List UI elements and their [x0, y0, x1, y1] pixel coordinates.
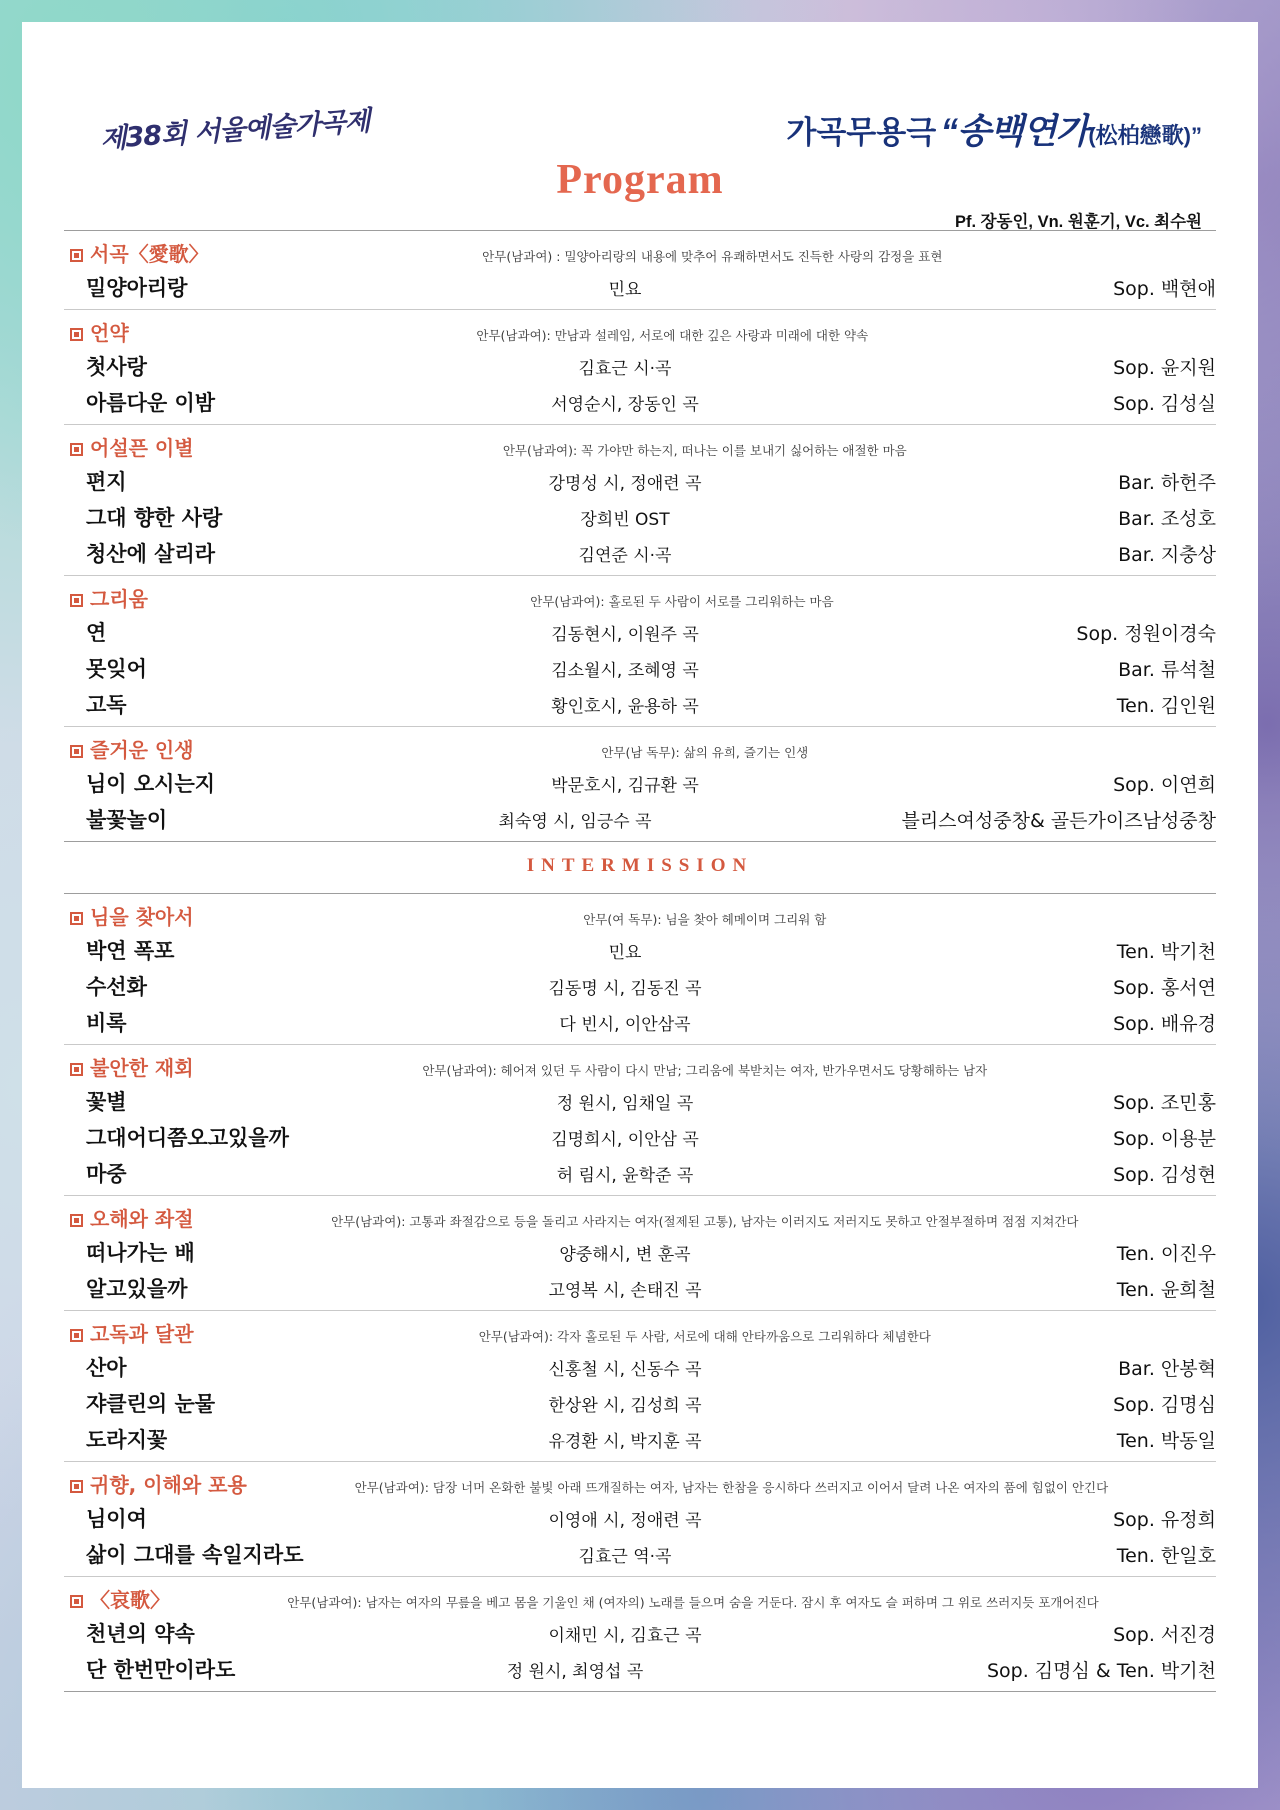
square-bullet-icon — [70, 912, 83, 925]
piece-credit: 김효근 역·곡 — [578, 1547, 672, 1567]
piece-title: 고독 — [86, 693, 127, 717]
square-bullet-icon — [70, 594, 83, 607]
section-choreography-note: 안무(남과여): 꼭 가야만 하는지, 떠나는 이를 보내기 싫어하는 애절한 마음 — [502, 443, 907, 458]
instrumental-performers: Pf. 장동인, Vn. 원훈기, Vc. 최수원 — [954, 213, 1202, 231]
program-piece-row — [64, 614, 1216, 650]
piece-credit: 민요 — [608, 943, 642, 963]
square-bullet-icon — [70, 249, 83, 262]
program-piece-row — [64, 686, 1216, 722]
piece-title: 첫사랑 — [86, 355, 147, 379]
piece-title: 박연 폭포 — [86, 939, 175, 963]
section-header — [64, 425, 1216, 463]
section-choreography-note: 안무(남과여): 고통과 좌절감으로 등을 돌리고 사라지는 여자(절제된 고통), 남자는 이러지도 저러지도 못하고 안절부절하며 점점 지쳐간다 — [331, 1214, 1079, 1229]
section-choreography-note: 안무(남과여): 각자 홀로된 두 사람, 서로에 대해 안타까움으로 그리워하다 체념한다 — [478, 1329, 931, 1344]
program-piece-row — [64, 1615, 1216, 1651]
piece-performer: Ten. 한일호 — [1116, 1545, 1216, 1567]
piece-performer: Sop. 윤지원 — [1113, 357, 1216, 379]
piece-title: 꽃별 — [86, 1090, 127, 1114]
piece-title: 도라지꽃 — [86, 1428, 168, 1452]
piece-performer: Sop. 김성현 — [1113, 1164, 1216, 1186]
section-header — [64, 1311, 1216, 1349]
program-piece-row — [64, 765, 1216, 801]
piece-performer: Sop. 홍서연 — [1113, 977, 1216, 999]
piece-title: 님이 오시는지 — [86, 772, 216, 796]
program-piece-row — [64, 1004, 1216, 1040]
program-piece-row — [64, 463, 1216, 499]
section-title: 언약 — [90, 321, 129, 345]
intermission-label: INTERMISSION — [526, 855, 754, 876]
piece-performer: Bar. 안봉혁 — [1118, 1358, 1216, 1380]
piece-performer: Sop. 조민홍 — [1113, 1092, 1216, 1114]
section-choreography-note: 안무(남 독무): 삶의 유희, 즐기는 인생 — [601, 745, 809, 760]
piece-performer: Sop. 김성실 — [1113, 393, 1216, 415]
section-header — [64, 231, 1216, 269]
section-choreography-note: 안무(남과여): 남자는 여자의 무릎을 베고 몸을 기울인 채 (여자의) 노래를 들으며 숨을 거둔다. 잠시 후 여자도 슬 퍼하며 그 위로 쓰러지듯 포개어진다 — [287, 1595, 1099, 1610]
piece-credit: 김동현시, 이원주 곡 — [551, 625, 699, 645]
section-header — [64, 1577, 1216, 1615]
piece-performer: Sop. 서진경 — [1113, 1624, 1216, 1646]
piece-credit: 이영애 시, 정애련 곡 — [548, 1511, 702, 1531]
program-piece-row — [64, 1349, 1216, 1385]
divider — [64, 1691, 1216, 1692]
piece-credit: 이채민 시, 김효근 곡 — [548, 1626, 702, 1646]
section-choreography-note: 안무(남과여): 만남과 설레임, 서로에 대한 깊은 사랑과 미래에 대한 약속 — [476, 328, 869, 343]
piece-title: 편지 — [86, 470, 127, 494]
piece-performer: Sop. 이연희 — [1113, 774, 1216, 796]
piece-credit: 김명희시, 이안삼 곡 — [551, 1130, 699, 1150]
piece-title: 비록 — [86, 1011, 127, 1035]
piece-credit: 김연준 시·곡 — [578, 546, 672, 566]
program-piece-row — [64, 801, 1216, 837]
festival-title: 제38회 서울예술가곡제 — [99, 105, 371, 156]
program-piece-row — [64, 1119, 1216, 1155]
piece-performer: Ten. 윤희철 — [1116, 1279, 1216, 1301]
piece-title: 천년의 약속 — [86, 1622, 195, 1646]
piece-credit: 허 림시, 윤학준 곡 — [556, 1166, 694, 1186]
section-title: 그리움 — [90, 587, 148, 611]
piece-performer: Ten. 이진우 — [1116, 1243, 1216, 1265]
square-bullet-icon — [70, 443, 83, 456]
section-title: 불안한 재회 — [90, 1056, 194, 1080]
section-title: 〈哀歌〉 — [90, 1588, 170, 1612]
program-piece-row — [64, 1385, 1216, 1421]
program-piece-row — [64, 1155, 1216, 1191]
piece-title: 단 한번만이라도 — [86, 1658, 236, 1682]
program-piece-row — [64, 269, 1216, 305]
piece-credit: 정 원시, 임채일 곡 — [556, 1094, 694, 1114]
program-piece-row — [64, 499, 1216, 535]
piece-credit: 김소월시, 조혜영 곡 — [551, 661, 699, 681]
piece-performer: Sop. 이용분 — [1113, 1128, 1216, 1150]
square-bullet-icon — [70, 328, 83, 341]
program-piece-row — [64, 1536, 1216, 1572]
section-header — [64, 1045, 1216, 1083]
piece-credit: 강명성 시, 정애련 곡 — [548, 474, 702, 494]
section-title: 님을 찾아서 — [90, 905, 194, 929]
section-header — [64, 894, 1216, 932]
work-title-name: “송백연가 — [940, 112, 1089, 151]
poster-header — [64, 56, 1216, 231]
section-header — [64, 1196, 1216, 1234]
piece-title: 그대어디쯤오고있을까 — [86, 1126, 289, 1150]
piece-title: 떠나가는 배 — [86, 1241, 195, 1265]
program-piece-row — [64, 535, 1216, 571]
piece-title: 님이여 — [86, 1507, 147, 1531]
square-bullet-icon — [70, 1480, 83, 1493]
piece-performer: Sop. 김명심 & Ten. 박기천 — [986, 1660, 1216, 1682]
piece-performer: Sop. 백현애 — [1113, 278, 1216, 300]
piece-performer: Sop. 배유경 — [1113, 1013, 1216, 1035]
program-piece-row — [64, 650, 1216, 686]
piece-credit: 서영순시, 장동인 곡 — [551, 395, 699, 415]
program-piece-row — [64, 1651, 1216, 1687]
section-choreography-note: 안무(여 독무): 님을 찾아 헤메이며 그리워 함 — [583, 912, 827, 927]
program-piece-row — [64, 1270, 1216, 1306]
piece-performer: Ten. 박기천 — [1116, 941, 1216, 963]
section-title: 오해와 좌절 — [90, 1207, 194, 1231]
section-choreography-note: 안무(남과여): 담장 너머 온화한 불빛 아래 뜨개질하는 여자, 남자는 한참을 응시하다 쓰러지고 이어서 달려 나온 여자의 품에 힘없이 안긴다 — [354, 1480, 1109, 1495]
piece-credit: 황인호시, 윤용하 곡 — [551, 697, 699, 717]
program-piece-row — [64, 1421, 1216, 1457]
piece-performer: 블리스여성중창& 골든가이즈남성중창 — [901, 810, 1216, 832]
piece-title: 밀양아리랑 — [86, 276, 188, 300]
piece-credit: 민요 — [608, 280, 642, 300]
piece-credit: 고영복 시, 손태진 곡 — [548, 1281, 702, 1301]
piece-title: 아름다운 이밤 — [86, 391, 216, 415]
section-title: 귀향, 이해와 포용 — [90, 1473, 247, 1497]
square-bullet-icon — [70, 1329, 83, 1342]
program-piece-row — [64, 1500, 1216, 1536]
piece-performer: Bar. 하헌주 — [1118, 472, 1216, 494]
program-piece-row — [64, 1234, 1216, 1270]
piece-title: 마중 — [86, 1162, 127, 1186]
piece-performer: Sop. 유정희 — [1113, 1509, 1216, 1531]
section-title: 즐거운 인생 — [90, 738, 194, 762]
piece-performer: Ten. 김인원 — [1116, 695, 1216, 717]
program-sheet — [22, 22, 1258, 1788]
program-piece-row — [64, 932, 1216, 968]
program-part-one — [64, 231, 1216, 837]
piece-title: 연 — [86, 621, 107, 645]
section-title: 어설픈 이별 — [90, 436, 194, 460]
section-header — [64, 727, 1216, 765]
piece-title: 알고있을까 — [86, 1277, 188, 1301]
piece-credit: 김동명 시, 김동진 곡 — [548, 979, 702, 999]
piece-credit: 정 원시, 최영섭 곡 — [506, 1662, 644, 1682]
piece-credit: 유경환 시, 박지훈 곡 — [548, 1432, 702, 1452]
piece-credit: 양중해시, 변 훈곡 — [559, 1245, 691, 1265]
section-header — [64, 576, 1216, 614]
square-bullet-icon — [70, 745, 83, 758]
piece-performer: Bar. 조성호 — [1118, 508, 1216, 530]
section-choreography-note: 안무(남과여) : 밀양아리랑의 내용에 맞추어 유쾌하면서도 진득한 사랑의 감정을 표현 — [482, 249, 943, 264]
piece-performer: Bar. 지충상 — [1118, 544, 1216, 566]
section-choreography-note: 안무(남과여): 헤어져 있던 두 사람이 다시 만남; 그리움에 북받치는 여자, 반가우면서도 당황해하는 남자 — [422, 1063, 988, 1078]
piece-credit: 신홍철 시, 신동수 곡 — [548, 1360, 702, 1380]
program-piece-row — [64, 384, 1216, 420]
piece-credit: 최숙영 시, 임긍수 곡 — [498, 812, 652, 832]
work-title-genre: 가곡무용극 — [786, 115, 937, 151]
section-header — [64, 1462, 1216, 1500]
piece-title: 청산에 살리라 — [86, 542, 216, 566]
piece-performer: Ten. 박동일 — [1116, 1430, 1216, 1452]
piece-title: 불꽃놀이 — [86, 808, 168, 832]
square-bullet-icon — [70, 1595, 83, 1608]
section-choreography-note: 안무(남과여): 홀로된 두 사람이 서로를 그리워하는 마음 — [530, 594, 834, 609]
square-bullet-icon — [70, 1063, 83, 1076]
piece-performer: Bar. 류석철 — [1118, 659, 1216, 681]
piece-title: 삶이 그대를 속일지라도 — [86, 1543, 304, 1567]
program-piece-row — [64, 348, 1216, 384]
piece-performer: Sop. 김명심 — [1113, 1394, 1216, 1416]
section-title: 서곡〈愛歌〉 — [90, 242, 209, 266]
section-title: 고독과 달관 — [90, 1322, 194, 1346]
work-title — [786, 104, 1202, 154]
piece-title: 못잊어 — [86, 657, 147, 681]
piece-performer: Sop. 정원이경숙 — [1076, 623, 1216, 645]
program-part-two — [64, 894, 1216, 1687]
piece-title: 산아 — [86, 1356, 127, 1380]
program-piece-row — [64, 1083, 1216, 1119]
piece-title: 쟈클린의 눈물 — [86, 1392, 216, 1416]
work-title-hanja: (松柏戀歌)” — [1088, 123, 1202, 148]
piece-credit: 장희빈 OST — [580, 510, 670, 530]
piece-credit: 다 빈시, 이안삼곡 — [559, 1015, 691, 1035]
piece-credit: 한상완 시, 김성희 곡 — [548, 1396, 702, 1416]
page-title: Program — [556, 157, 724, 203]
piece-credit: 박문호시, 김규환 곡 — [551, 776, 699, 796]
section-header — [64, 310, 1216, 348]
square-bullet-icon — [70, 1214, 83, 1227]
piece-title: 그대 향한 사랑 — [86, 506, 223, 530]
piece-title: 수선화 — [86, 975, 147, 999]
piece-credit: 김효근 시·곡 — [578, 359, 672, 379]
program-piece-row — [64, 968, 1216, 1004]
